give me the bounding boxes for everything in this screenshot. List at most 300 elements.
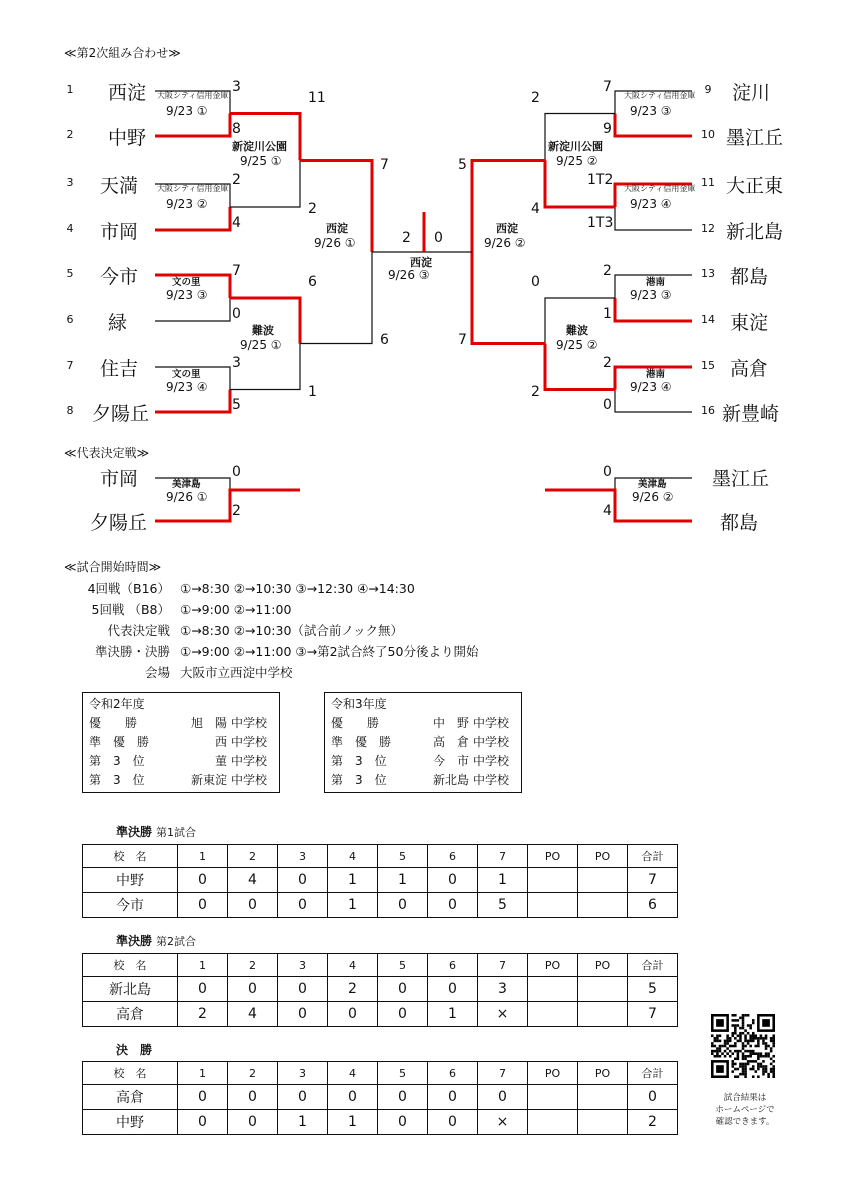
qr-module bbox=[762, 1037, 765, 1040]
schedule-heading: ≪試合開始時間≫ bbox=[64, 560, 162, 574]
qr-module bbox=[752, 1068, 755, 1071]
seed-number: 4 bbox=[66, 222, 74, 235]
inning-cell: 0 bbox=[278, 977, 328, 1002]
match-venue: 難波 bbox=[566, 323, 588, 337]
qr-module bbox=[755, 1045, 758, 1048]
inning-cell bbox=[528, 1110, 578, 1135]
qr-module bbox=[719, 1050, 722, 1053]
sf-date: 9/26 ② bbox=[484, 236, 526, 250]
qr-module bbox=[770, 1050, 773, 1053]
schedule-label: 5回戦 （B8） bbox=[91, 602, 170, 617]
qr-module bbox=[742, 1022, 745, 1025]
qr-module bbox=[719, 1047, 722, 1050]
qr-module bbox=[726, 1037, 729, 1040]
final-score-right: 0 bbox=[434, 230, 443, 246]
qr-module bbox=[744, 1037, 747, 1040]
qr-module bbox=[716, 1052, 719, 1055]
qr-module bbox=[749, 1060, 752, 1063]
team-score: 7 bbox=[603, 79, 612, 95]
history-row bbox=[89, 771, 273, 790]
game1-title: 準決勝 第1試合 bbox=[116, 825, 197, 839]
qr-module bbox=[744, 1070, 747, 1073]
qr-module bbox=[716, 1065, 724, 1073]
qr-module bbox=[734, 1045, 737, 1048]
qr-module bbox=[752, 1032, 755, 1035]
header-cell: 5 bbox=[378, 1062, 428, 1085]
team-score: 5 bbox=[232, 397, 241, 413]
qr-module bbox=[711, 1045, 714, 1048]
seed-number: 3 bbox=[66, 176, 74, 189]
header-cell: 4 bbox=[328, 845, 378, 868]
qr-module bbox=[742, 1024, 745, 1027]
match-date: 9/23 ③ bbox=[630, 103, 672, 118]
qr-module bbox=[765, 1042, 768, 1045]
history-cell: 中 野 bbox=[432, 716, 469, 730]
qr-module bbox=[742, 1055, 745, 1058]
qr-module bbox=[737, 1055, 740, 1058]
qr-module bbox=[747, 1014, 750, 1017]
qr-module bbox=[742, 1027, 745, 1030]
inning-cell: 3 bbox=[478, 977, 528, 1002]
inning-cell bbox=[578, 868, 628, 893]
header-cell: 7 bbox=[478, 954, 528, 977]
qr-module bbox=[734, 1014, 737, 1017]
qr-module bbox=[739, 1017, 742, 1020]
match-date: 9/25 ① bbox=[240, 154, 282, 169]
seed-number: 11 bbox=[701, 176, 715, 189]
history-cell: 高 倉 bbox=[432, 735, 469, 749]
match-date: 9/23 ④ bbox=[166, 379, 208, 394]
qr-module bbox=[726, 1047, 729, 1050]
team-cell: 高倉 bbox=[83, 1002, 178, 1027]
header-cell: 合計 bbox=[628, 954, 678, 977]
qr-module bbox=[737, 1019, 740, 1022]
schedule-label: 4回戦（B16） bbox=[87, 581, 170, 596]
qr-module bbox=[737, 1058, 740, 1061]
qr-module bbox=[760, 1063, 763, 1066]
history-cell: 第 3 位 bbox=[89, 773, 145, 787]
qr-module bbox=[772, 1042, 775, 1045]
qr-module bbox=[739, 1040, 742, 1043]
history-cell: 新北島 bbox=[432, 773, 469, 787]
qr-module bbox=[747, 1063, 750, 1066]
qr-module bbox=[734, 1058, 737, 1061]
header-cell: 1 bbox=[178, 1062, 228, 1085]
history-cell: 優 勝 bbox=[89, 716, 138, 730]
inning-cell bbox=[578, 1002, 628, 1027]
qr-module bbox=[757, 1058, 760, 1061]
r2-score: 11 bbox=[308, 89, 326, 106]
qr-module bbox=[737, 1050, 740, 1053]
qr-module bbox=[772, 1040, 775, 1043]
qr-module bbox=[762, 1068, 765, 1071]
schedule-value: ①→8:30 ②→10:30 ③→12:30 ④→14:30 bbox=[180, 581, 415, 596]
qr-module bbox=[770, 1040, 773, 1043]
schedule-label: 準決勝・決勝 bbox=[94, 644, 170, 659]
qr-module bbox=[772, 1073, 775, 1076]
table-row bbox=[83, 868, 678, 893]
qr-module bbox=[742, 1073, 745, 1076]
sf-date: 9/26 ① bbox=[314, 236, 356, 250]
team-cell: 高倉 bbox=[83, 1085, 178, 1110]
inning-cell: 0 bbox=[328, 1085, 378, 1110]
qr-module bbox=[724, 1042, 727, 1045]
qr-module bbox=[772, 1034, 775, 1037]
rep-left-venue: 美津島 bbox=[172, 479, 201, 490]
r2-score: 2 bbox=[531, 383, 540, 400]
qr-module bbox=[737, 1034, 740, 1037]
qr-module bbox=[724, 1050, 727, 1053]
qr-module bbox=[760, 1065, 763, 1068]
qr-module bbox=[734, 1029, 737, 1032]
qr-module bbox=[734, 1032, 737, 1035]
qr-module bbox=[747, 1040, 750, 1043]
inning-cell: 2 bbox=[628, 1110, 678, 1135]
qr-module bbox=[770, 1058, 773, 1061]
header-cell: PO bbox=[578, 1062, 628, 1085]
bracket-heading: ≪第2次組み合わせ≫ bbox=[64, 46, 181, 60]
qr-module bbox=[757, 1042, 760, 1045]
team-name: 新豊崎 bbox=[722, 403, 780, 425]
match-date: 9/25 ② bbox=[556, 154, 598, 169]
history-cell: 第 3 位 bbox=[331, 773, 387, 787]
qr-module bbox=[767, 1045, 770, 1048]
qr-module bbox=[731, 1063, 734, 1066]
qr-module bbox=[749, 1045, 752, 1048]
inning-cell: 0 bbox=[178, 977, 228, 1002]
qr-module bbox=[742, 1047, 745, 1050]
qr-module bbox=[747, 1060, 750, 1063]
history-row bbox=[331, 733, 515, 752]
qr-module bbox=[762, 1065, 765, 1068]
qr-module bbox=[744, 1075, 747, 1078]
schedule-row bbox=[70, 620, 478, 641]
history-row bbox=[89, 714, 273, 733]
team-name: 高倉 bbox=[730, 358, 769, 380]
qr-module bbox=[714, 1040, 717, 1043]
inning-cell: 1 bbox=[328, 1110, 378, 1135]
qr-module bbox=[749, 1040, 752, 1043]
qr-module bbox=[726, 1052, 729, 1055]
final-date: 9/26 ③ bbox=[388, 268, 430, 282]
inning-cell bbox=[528, 868, 578, 893]
qr-module bbox=[729, 1037, 732, 1040]
inning-cell bbox=[578, 893, 628, 918]
qr-module bbox=[762, 1040, 765, 1043]
history-row bbox=[331, 771, 515, 790]
team-score: 3 bbox=[232, 79, 241, 95]
qr-module bbox=[719, 1045, 722, 1048]
match-venue: 大阪シティ信用金庫 bbox=[157, 90, 229, 100]
qr-module bbox=[742, 1052, 745, 1055]
inning-cell: 0 bbox=[178, 1110, 228, 1135]
qr-module bbox=[760, 1034, 763, 1037]
table-row bbox=[83, 1002, 678, 1027]
qr-module bbox=[760, 1055, 763, 1058]
qr-module bbox=[739, 1034, 742, 1037]
qr-module bbox=[742, 1042, 745, 1045]
header-cell: 2 bbox=[228, 954, 278, 977]
seed-number: 2 bbox=[66, 128, 74, 141]
seed-number: 9 bbox=[704, 83, 712, 96]
rep-right-venue: 美津島 bbox=[638, 479, 667, 490]
final-venue: 西淀 bbox=[410, 256, 432, 269]
qr-module bbox=[719, 1040, 722, 1043]
header-cell: 3 bbox=[278, 954, 328, 977]
qr-module bbox=[716, 1040, 719, 1043]
rep-right-top-score: 0 bbox=[603, 464, 612, 480]
history-cell: 中学校 bbox=[231, 754, 268, 768]
qr-module bbox=[742, 1065, 745, 1068]
match-date: 9/23 ② bbox=[166, 197, 208, 211]
team-cell: 中野 bbox=[83, 1110, 178, 1135]
qr-module bbox=[757, 1068, 760, 1071]
qr-module bbox=[719, 1055, 722, 1058]
history-cell: 新東淀 bbox=[190, 773, 227, 787]
qr-module bbox=[747, 1032, 750, 1035]
qr-module bbox=[765, 1045, 768, 1048]
qr-module bbox=[765, 1037, 768, 1040]
qr-module bbox=[734, 1075, 737, 1078]
qr-module bbox=[744, 1065, 747, 1068]
inning-cell bbox=[528, 977, 578, 1002]
inning-cell: 0 bbox=[278, 868, 328, 893]
history-cell: 優 勝 bbox=[331, 716, 380, 730]
qr-module bbox=[762, 1060, 765, 1063]
qr-module bbox=[734, 1063, 737, 1066]
qr-module bbox=[734, 1042, 737, 1045]
sf-left-loser-line bbox=[300, 252, 372, 344]
history-cell: 旭 陽 bbox=[190, 716, 227, 730]
qr-module bbox=[749, 1037, 752, 1040]
team-name: 市岡 bbox=[100, 221, 139, 243]
history-cell: 中学校 bbox=[473, 716, 510, 730]
header-cell: 1 bbox=[178, 954, 228, 977]
qr-code-icon[interactable] bbox=[711, 1014, 775, 1078]
inning-cell bbox=[528, 893, 578, 918]
inning-cell: 5 bbox=[478, 893, 528, 918]
inning-cell: 0 bbox=[178, 893, 228, 918]
qr-module bbox=[739, 1050, 742, 1053]
header-cell: 1 bbox=[178, 845, 228, 868]
header-cell: 4 bbox=[328, 954, 378, 977]
qr-module bbox=[770, 1047, 773, 1050]
match-date: 9/23 ③ bbox=[630, 288, 672, 302]
team-name: 都島 bbox=[730, 266, 769, 288]
qr-module bbox=[731, 1014, 734, 1017]
qr-module bbox=[767, 1073, 770, 1076]
seed-number: 10 bbox=[701, 128, 715, 141]
qr-module bbox=[726, 1042, 729, 1045]
schedule-label: 会場 bbox=[144, 665, 170, 680]
inning-cell: 0 bbox=[228, 1110, 278, 1135]
qr-module bbox=[762, 1042, 765, 1045]
qr-module bbox=[742, 1019, 745, 1022]
sf-score: 5 bbox=[458, 156, 467, 173]
qr-module bbox=[739, 1027, 742, 1030]
match-venue: 港南 bbox=[646, 277, 666, 288]
sf-score: 6 bbox=[380, 331, 389, 348]
team-score: 3 bbox=[232, 355, 241, 371]
team-score: 1T2 bbox=[587, 172, 614, 188]
qr-module bbox=[731, 1034, 734, 1037]
inning-cell: 0 bbox=[328, 1002, 378, 1027]
qr-module bbox=[734, 1050, 737, 1053]
qr-module bbox=[724, 1045, 727, 1048]
match-venue: 新淀川公園 bbox=[232, 140, 287, 154]
seed-number: 13 bbox=[701, 267, 715, 280]
match-venue: 港南 bbox=[646, 368, 666, 380]
team-score: 9 bbox=[603, 121, 612, 137]
qr-module bbox=[744, 1050, 747, 1053]
match-date: 9/25 ② bbox=[556, 337, 598, 352]
schedule-row bbox=[70, 578, 478, 599]
team-name: 東淀 bbox=[730, 312, 769, 334]
qr-module bbox=[770, 1063, 773, 1066]
qr-module bbox=[757, 1055, 760, 1058]
qr-module bbox=[770, 1070, 773, 1073]
qr-module bbox=[760, 1037, 763, 1040]
qr-module bbox=[724, 1055, 727, 1058]
qr-module bbox=[734, 1068, 737, 1071]
qr-module bbox=[724, 1040, 727, 1043]
qr-module bbox=[752, 1052, 755, 1055]
qr-module bbox=[739, 1037, 742, 1040]
qr-module bbox=[711, 1042, 714, 1045]
qr-module bbox=[744, 1068, 747, 1071]
history-cell: 第 3 位 bbox=[89, 754, 145, 768]
qr-module bbox=[765, 1052, 768, 1055]
history-cell: 準 優 勝 bbox=[89, 735, 150, 749]
qr-module bbox=[772, 1068, 775, 1071]
team-name: 西淀 bbox=[108, 82, 147, 104]
qr-module bbox=[744, 1029, 747, 1032]
qr-module bbox=[757, 1040, 760, 1043]
inning-cell bbox=[578, 1110, 628, 1135]
table-row bbox=[83, 1085, 678, 1110]
inning-cell: 0 bbox=[378, 1110, 428, 1135]
qr-module bbox=[747, 1042, 750, 1045]
header-cell: 6 bbox=[428, 845, 478, 868]
sf-score: 7 bbox=[380, 156, 389, 173]
header-cell: PO bbox=[528, 845, 578, 868]
team-cell: 今市 bbox=[83, 893, 178, 918]
qr-module bbox=[729, 1040, 732, 1043]
inning-cell: 4 bbox=[228, 1002, 278, 1027]
rep-heading: ≪代表決定戦≫ bbox=[64, 446, 150, 460]
team-score: 8 bbox=[232, 121, 241, 137]
inning-cell: 4 bbox=[228, 868, 278, 893]
inning-cell: 0 bbox=[428, 893, 478, 918]
qr-module bbox=[762, 1055, 765, 1058]
match-date: 9/23 ① bbox=[166, 103, 208, 118]
qr-module bbox=[716, 1019, 724, 1027]
qr-module bbox=[726, 1034, 729, 1037]
header-cell: 2 bbox=[228, 1062, 278, 1085]
qr-module bbox=[742, 1032, 745, 1035]
qr-module bbox=[721, 1045, 724, 1048]
qr-module bbox=[760, 1052, 763, 1055]
qr-module bbox=[752, 1075, 755, 1078]
r2-score: 0 bbox=[531, 274, 540, 290]
qr-module bbox=[714, 1037, 717, 1040]
rep-right-bottom-team: 都島 bbox=[720, 512, 759, 534]
seed-number: 15 bbox=[701, 359, 715, 372]
qr-module bbox=[772, 1060, 775, 1063]
match-venue: 文の里 bbox=[172, 277, 201, 288]
match-date: 9/23 ④ bbox=[630, 379, 672, 394]
qr-module bbox=[752, 1065, 755, 1068]
inning-cell: 0 bbox=[228, 893, 278, 918]
qr-module bbox=[711, 1050, 714, 1053]
team-name: 緑 bbox=[108, 312, 128, 334]
qr-module bbox=[716, 1055, 719, 1058]
team-score: 2 bbox=[603, 263, 612, 279]
inning-cell: 1 bbox=[328, 868, 378, 893]
inning-cell: 0 bbox=[428, 1110, 478, 1135]
team-cell: 中野 bbox=[83, 868, 178, 893]
header-cell: 6 bbox=[428, 1062, 478, 1085]
r2-score: 4 bbox=[531, 201, 540, 217]
rep-right-date: 9/26 ② bbox=[632, 490, 674, 504]
qr-module bbox=[744, 1063, 747, 1066]
qr-module bbox=[729, 1055, 732, 1058]
inning-cell bbox=[578, 1085, 628, 1110]
rep-right-top-team: 墨江丘 bbox=[712, 468, 770, 490]
qr-module bbox=[739, 1065, 742, 1068]
sf-venue: 西淀 bbox=[326, 222, 348, 235]
game1-table bbox=[82, 844, 678, 918]
r2-score: 6 bbox=[308, 274, 317, 290]
qr-module bbox=[731, 1019, 734, 1022]
inning-cell: 0 bbox=[378, 977, 428, 1002]
match-venue: 難波 bbox=[252, 323, 274, 337]
header-cell: 4 bbox=[328, 1062, 378, 1085]
table-row bbox=[83, 977, 678, 1002]
qr-module bbox=[742, 1063, 745, 1066]
rep-right-bottom-score: 4 bbox=[603, 503, 612, 519]
team-score: 7 bbox=[232, 263, 241, 279]
final-score-left: 2 bbox=[402, 230, 411, 246]
game2-title: 準決勝 第2試合 bbox=[116, 934, 197, 948]
history-row bbox=[89, 733, 273, 752]
inning-cell: 2 bbox=[328, 977, 378, 1002]
schedule-label: 代表決定戦 bbox=[107, 623, 170, 638]
header-cell: 2 bbox=[228, 845, 278, 868]
inning-cell: 0 bbox=[278, 1085, 328, 1110]
team-name: 中野 bbox=[108, 127, 147, 149]
qr-module bbox=[739, 1032, 742, 1035]
inning-cell: 0 bbox=[428, 868, 478, 893]
r2-score: 1 bbox=[308, 383, 317, 400]
header-cell: PO bbox=[528, 1062, 578, 1085]
history-cell: 今 市 bbox=[432, 754, 469, 768]
team-name: 淀川 bbox=[732, 82, 771, 104]
qr-module bbox=[744, 1014, 747, 1017]
qr-module bbox=[767, 1075, 770, 1078]
seed-number: 6 bbox=[66, 313, 74, 326]
team-score: 0 bbox=[603, 397, 612, 413]
team-score: 1T3 bbox=[587, 215, 614, 231]
header-cell: 6 bbox=[428, 954, 478, 977]
history-cell: 中学校 bbox=[473, 754, 510, 768]
table-row bbox=[83, 893, 678, 918]
qr-module bbox=[731, 1045, 734, 1048]
qr-module bbox=[731, 1065, 734, 1068]
inning-cell: 7 bbox=[628, 868, 678, 893]
qr-module bbox=[744, 1073, 747, 1076]
seed-number: 1 bbox=[66, 83, 74, 96]
